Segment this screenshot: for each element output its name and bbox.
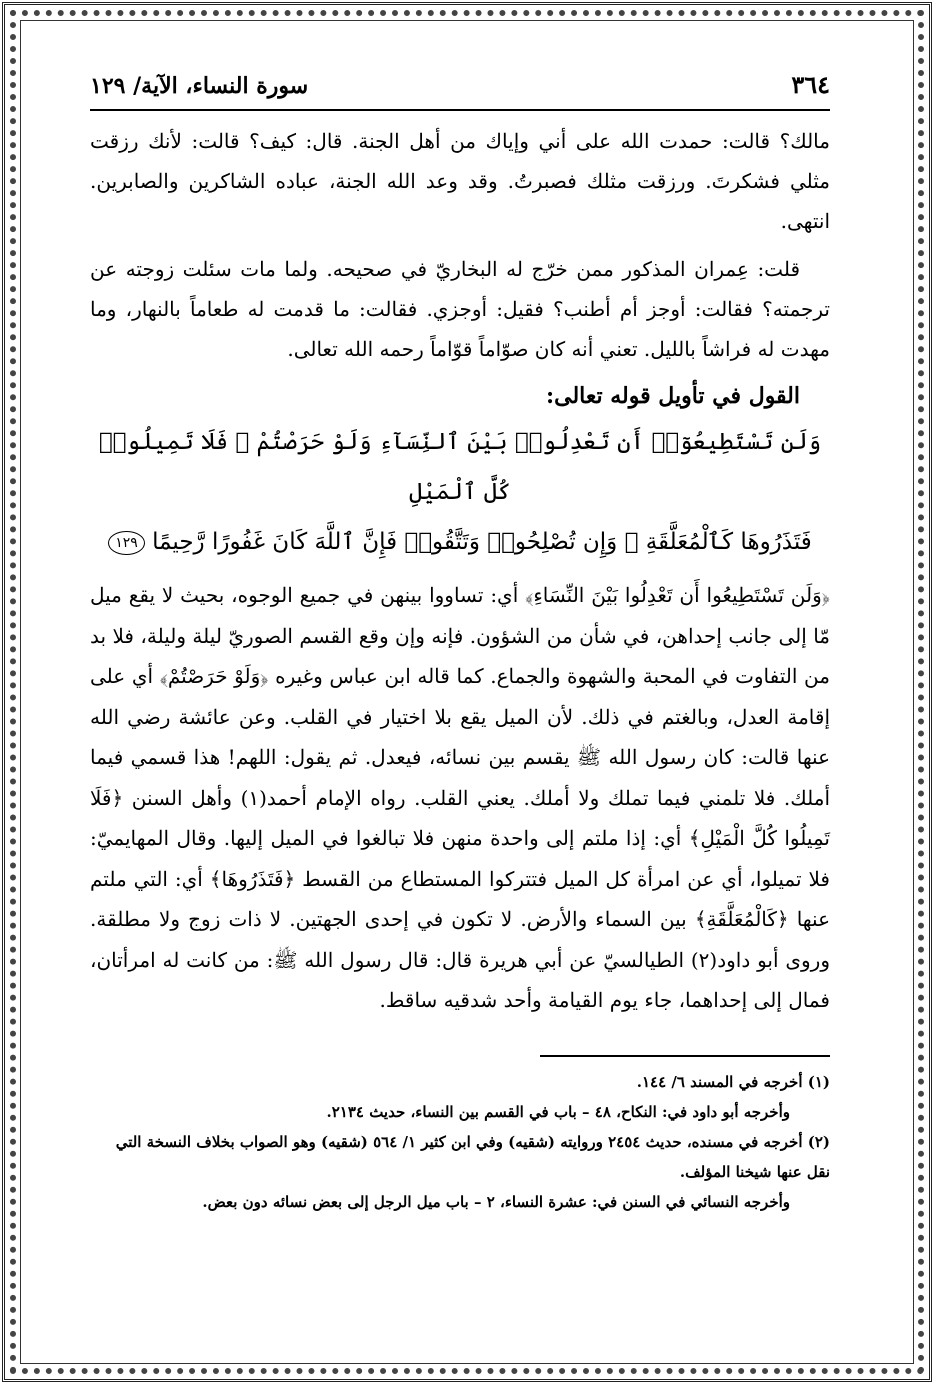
footnote-separator xyxy=(540,1055,830,1057)
paragraph-note: قلت: عِمران المذكور ممن خرّج له البخاريّ في صحيحه. ولما مات سئلت زوجته عن ترجمته؟ فقالت: أوجز أم أطنب؟ فقيل: أوجزي. فقالت: ما قدمت له طعاماً بالنهار، وما مهدت له فراشاً بالليل. تعني أنه كان صوّاماً قوّاماً رحمه الله تعالى. xyxy=(90,257,830,361)
page-number: ٣٦٤ xyxy=(791,70,830,99)
page-content xyxy=(90,70,830,1217)
footnotes xyxy=(90,1067,830,1217)
commentary-paragraph: ﴿وَلَن تَسْتَطِيعُوا أَن تَعْدِلُوا بَيْنَ النِّسَاءِ﴾ أي: تساووا بينهن في جميع الوجوه، بحيث لا يقع ميل مّا إلى جانب إحداهن، في شأن من الشؤون. فإنه وإن وقع القسم الصوريّ ليلة وليلة، فلا بد من التفاوت في المحبة والشهوة والجماع. كما قاله ابن عباس وغيره ﴿وَلَوْ حَرَصْتُمْ﴾ أي على إقامة العدل، وبالغتم في ذلك. لأن الميل يقع بلا اختيار في القلب. وعن عائشة رضي الله عنها قالت: كان رسول الله ﷺ يقسم بين نسائه، فيعدل. ثم يقول: اللهم! هذا قسمي فيما أملك. فلا تلمني فيما تملك ولا أملك. يعني القلب. رواه الإمام أحمد(١) وأهل السنن ﴿فَلَا تَمِيلُوا كُلَّ الْمَيْلِ﴾ أي: إذا ملتم إلى واحدة منهن فلا تبالغوا في الميل إليها. وقال المهايميّ: فلا تميلوا، أي عن امرأة كل الميل فتتركوا المستطاع من القسط ﴿فَتَذَرُوهَا﴾ أي: التي ملتم عنها ﴿كَالْمُعَلَّقَةِ﴾ بين السماء والأرض. لا تكون في إحدى الجهتين. لا ذات زوج ولا مطلقة. وروى أبو داود(٢) الطيالسيّ عن أبي هريرة قال: قال رسول الله ﷺ: من كانت له امرأتان، فمال إلى إحداهما، جاء يوم القيامة وأحد شدقيه ساقط. xyxy=(90,583,830,1012)
footnote-1-continuation: وأخرجه أبو داود في: النكاح، ٤٨ – باب في القسم بين النساء، حديث ٢١٣٤. xyxy=(326,1102,790,1121)
footnote-2: (٢) أخرجه في مسنده، حديث ٢٤٥٤ وروايته (شقيه) وفي ابن كثير ١/ ٥٦٤ (شقيه) وهو الصواب بخلاف النسخة التي نقل عنها شيخنا المؤلف. xyxy=(115,1132,830,1181)
verse-line-1: وَلَن تَسْتَطِيعُوٓا۟ أَن تَعْدِلُوا۟ بَيْنَ ٱلنِّسَآءِ وَلَوْ حَرَصْتُمْ ۖ فَلَا تَمِيلُوا۟ كُلَّ ٱلْمَيْلِ xyxy=(98,429,822,505)
footnote-1: (١) أخرجه في المسند ٦/ ١٤٤. xyxy=(636,1072,830,1091)
quran-verse xyxy=(90,417,830,567)
running-title: سورة النساء، الآية/ ١٢٩ xyxy=(90,73,309,99)
running-header xyxy=(90,70,830,111)
section-heading: القول في تأويل قوله تعالى: xyxy=(546,383,800,409)
verse-line-2-text: فَتَذَرُوهَا كَٱلْمُعَلَّقَةِ ۚ وَإِن تُصْلِحُوا۟ وَتَتَّقُوا۟ فَإِنَّ ٱللَّهَ كَانَ غَفُورًا رَّحِيمًا xyxy=(152,529,812,555)
footnote-2-continuation: وأخرجه النسائي في السنن في: عشرة النساء، ٢ – باب ميل الرجل إلى بعض نسائه دون بعض. xyxy=(202,1192,790,1211)
paragraph-continuation: مالك؟ قالت: حمدت الله على أني وإياك من أهل الجنة. قال: كيف؟ قالت: لأنك رزقت مثلي فشكرتَ. ورزقت مثلك فصبرتُ. وقد وعد الله الجنة، عباده الشاكرين والصابرين. انتهى. xyxy=(90,129,830,233)
verse-number-marker: ١٢٩ xyxy=(108,531,145,555)
verse-line-2 xyxy=(90,517,830,567)
